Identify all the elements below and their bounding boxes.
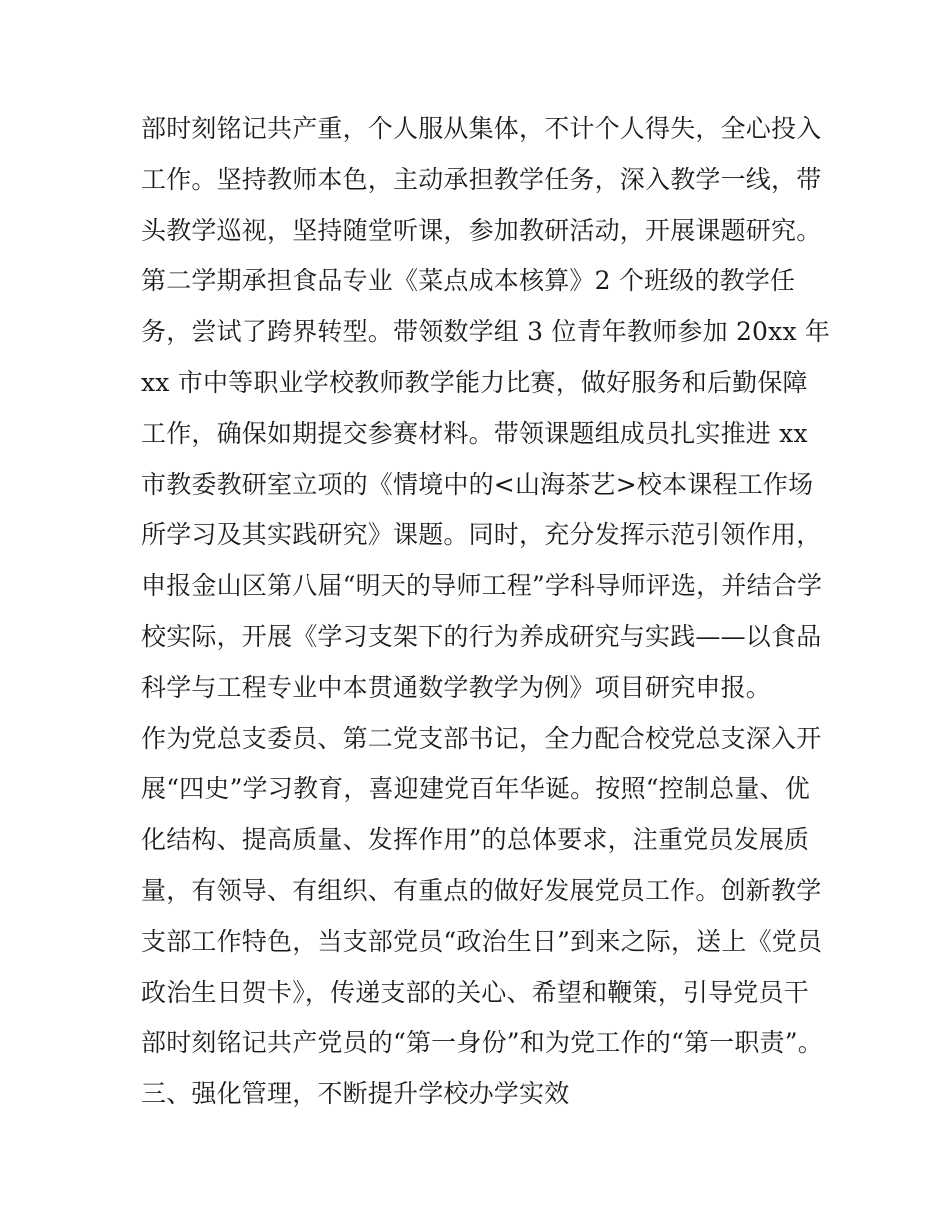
text-line: xx 市中等职业学校教师教学能力比赛，做好服务和后勤保障 <box>141 367 808 397</box>
text-line: 展“四史”学习教育，喜迎建党百年华诞。按照“控制总量、优 <box>141 774 810 804</box>
text-line: 部时刻铭记共产党员的“第一身份”和为党工作的“第一职责”。 <box>141 1028 823 1058</box>
text-line: 量，有领导、有组织、有重点的做好发展党员工作。创新教学 <box>141 875 822 905</box>
text-line: 第二学期承担食品专业《菜点成本核算》2 个班级的教学任 <box>141 266 796 296</box>
section-heading: 三、强化管理，不断提升学校办学实效 <box>141 1079 570 1109</box>
text-line: 科学与工程专业中本贯通数学教学为例》项目研究申报。 <box>141 672 772 702</box>
text-line: 头教学巡视，坚持随堂听课，参加教研活动，开展课题研究。 <box>141 215 822 245</box>
text-line: 支部工作特色，当支部党员“政治生日”到来之际，送上《党员 <box>141 926 823 956</box>
text-line: 工作，确保如期提交参赛材料。带领课题组成员扎实推进 xx <box>141 418 808 448</box>
text-line: 工作。坚持教师本色，主动承担教学任务，深入教学一线，带 <box>141 164 822 194</box>
text-line: 务，尝试了跨界转型。带领数学组 3 位青年教师参加 20xx 年 <box>141 317 831 347</box>
text-line: 所学习及其实践研究》课题。同时，充分发挥示范引领作用， <box>141 520 822 550</box>
text-line: 部时刻铭记共产重，个人服从集体，不计个人得失，全心投入 <box>141 114 822 143</box>
text-line: 申报金山区第八届“明天的导师工程”学科导师评选，并结合学 <box>141 571 823 601</box>
body-text <box>141 104 831 1120</box>
text-line: 政治生日贺卡》，传递支部的关心、希望和鞭策，引导党员干 <box>141 977 809 1007</box>
text-line: 市教委教研室立项的《情境中的<山海茶艺>校本课程工作场 <box>141 469 814 499</box>
text-line: 化结构、提高质量、发挥作用”的总体要求，注重党员发展质 <box>141 825 810 855</box>
text-line: 校实际，开展《学习支架下的行为养成研究与实践——以食品 <box>141 621 822 651</box>
text-line: 作为党总支委员、第二党支部书记，全力配合校党总支深入开 <box>141 723 822 753</box>
